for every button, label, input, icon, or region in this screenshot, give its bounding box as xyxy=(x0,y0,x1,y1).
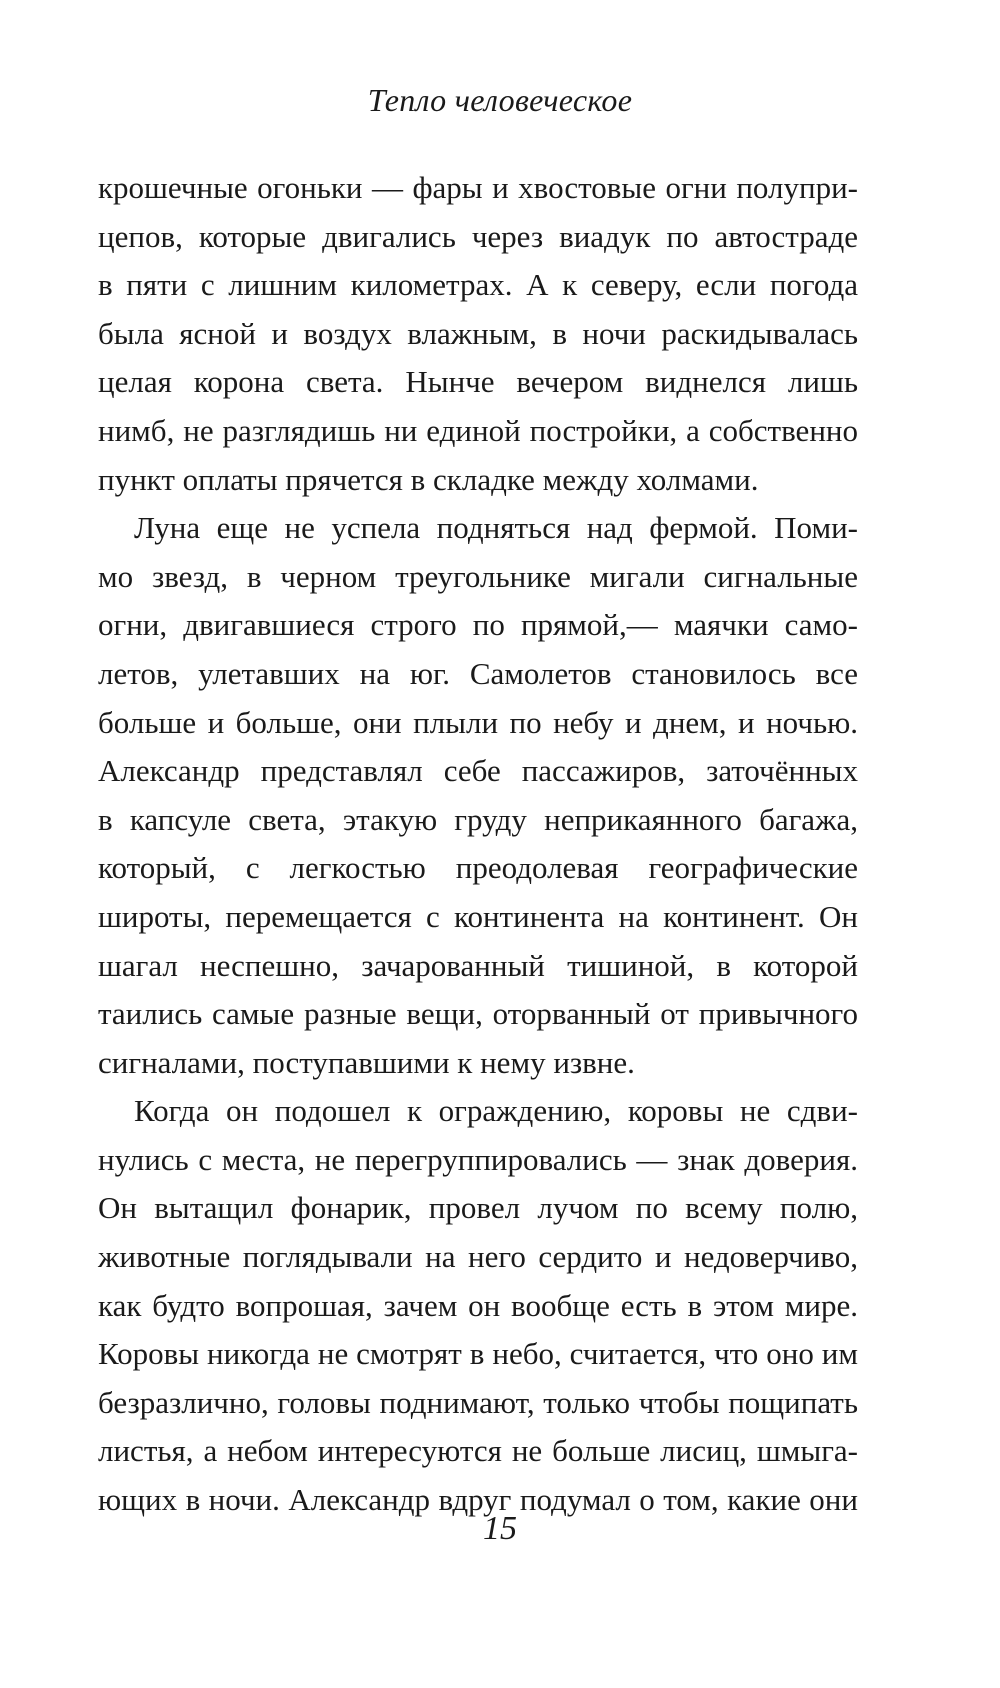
text-line: Коровы никогда не смотрят в небо, считается, что оно им xyxy=(98,1336,858,1372)
text-line: Луна еще не успела подняться над фермой. Поми- xyxy=(134,510,858,546)
text-line: таились самые разные вещи, оторванный от привычного xyxy=(98,996,858,1032)
running-title: Тепло человеческое xyxy=(367,82,633,118)
text-line: животные поглядывали на него сердито и недоверчиво, xyxy=(98,1239,858,1275)
text-line: была ясной и воздух влажным, в ночи раскидывалась xyxy=(98,315,858,351)
text-line: шагал неспешно, зачарованный тишиной, в которой xyxy=(98,947,858,983)
text-line: который, с легкостью преодолевая географические xyxy=(98,850,858,886)
text-line: мо звезд, в черном треугольнике мигали сигнальные xyxy=(98,558,858,594)
text-line: пункт оплаты прячется в складке между холмами. xyxy=(98,461,759,497)
text-line: целая корона света. Нынче вечером виднелся лишь xyxy=(98,364,858,400)
text-line: нимб, не разглядишь ни единой постройки, а собственно xyxy=(98,412,858,448)
text-line: сигналами, поступавшими к нему извне. xyxy=(98,1044,635,1080)
text-line: крошечные огоньки — фары и хвостовые огни полупри- xyxy=(98,170,858,205)
text-line: летов, улетавших на юг. Самолетов становилось все xyxy=(98,655,858,691)
text-line: больше и больше, они плыли по небу и днем, и ночью. xyxy=(98,704,858,740)
text-line: нулись с места, не перегруппировались — знак доверия. xyxy=(98,1141,858,1177)
body-text xyxy=(98,164,858,1525)
page-number: 15 xyxy=(483,1510,517,1547)
text-line: Он вытащил фонарик, провел лучом по всему полю, xyxy=(98,1190,858,1226)
text-line: цепов, которые двигались через виадук по автостраде xyxy=(98,218,858,254)
text-line: широты, перемещается с континента на континент. Он xyxy=(98,898,858,934)
text-line: безразлично, головы поднимают, только чтобы пощипать xyxy=(98,1384,858,1420)
text-line: в капсуле света, этакую груду неприкаянного багажа, xyxy=(98,801,858,837)
text-line: в пяти с лишним километрах. А к северу, если погода xyxy=(98,267,858,303)
text-line: ющих в ночи. Александр вдруг подумал о том, какие они xyxy=(98,1482,858,1518)
text-line: Когда он подошел к ограждению, коровы не сдви- xyxy=(134,1093,858,1129)
text-line: огни, двигавшиеся строго по прямой,— маячки само- xyxy=(98,607,858,643)
text-line: Александр представлял себе пассажиров, заточённых xyxy=(98,753,858,789)
text-line: как будто вопрошая, зачем он вообще есть в этом мире. xyxy=(98,1287,858,1323)
text-line: листья, а небом интересуются не больше лисиц, шмыга- xyxy=(98,1433,858,1469)
